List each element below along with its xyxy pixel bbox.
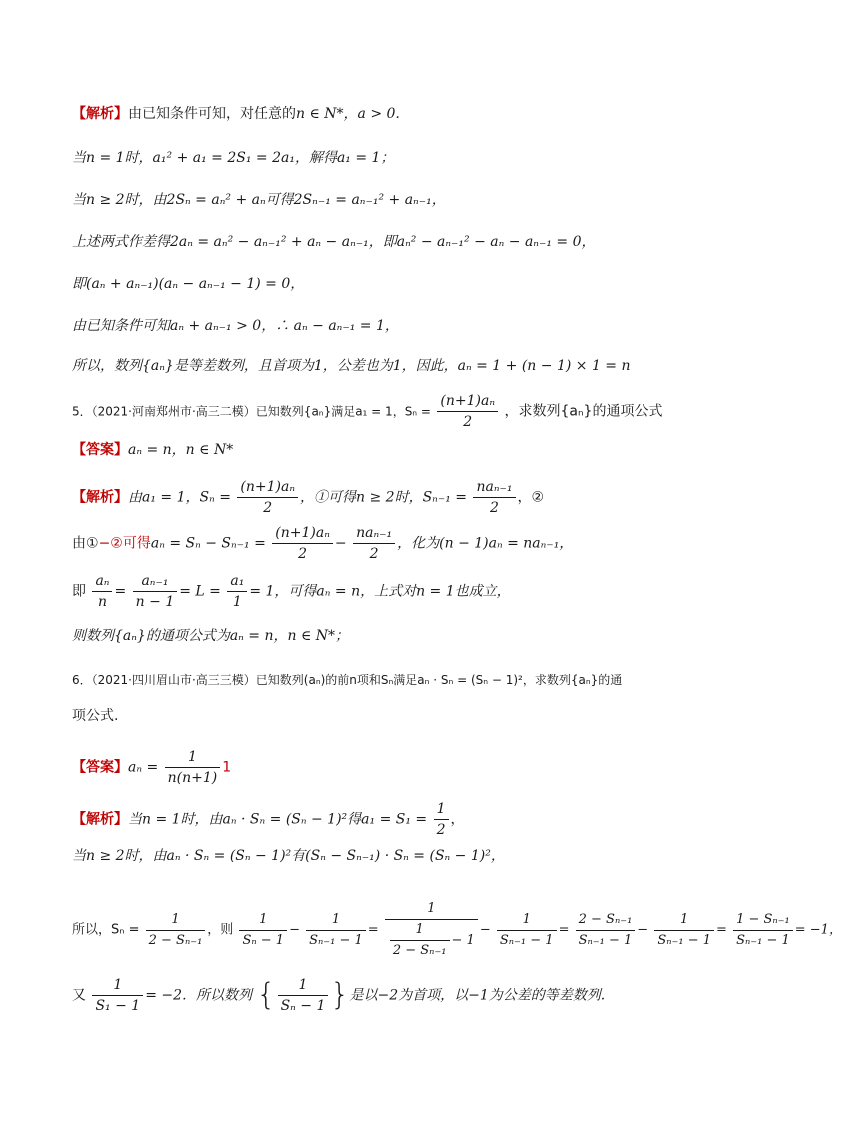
nested-fraction: 1 $\frac{1}{\text{2 − Sₙ₋₁}}$ − 1	[385, 900, 478, 960]
question-5-answer: 【答案】aₙ = n，n ∈ N*	[72, 442, 234, 458]
fraction: $\frac{\text{1 − Sₙ₋₁}}{\text{Sₙ₋₁ − 1}}$	[733, 911, 793, 950]
fraction: $\frac{\text{aₙ₋₁}}{n - 1}$	[133, 572, 178, 611]
fraction: $\frac{\text{2 − Sₙ₋₁}}{\text{Sₙ₋₁ − 1}}$	[576, 911, 636, 950]
fraction: $\frac{1}{\text{Sₙ₋₁ − 1}}$	[306, 911, 366, 950]
fraction: $\frac{1}{\text{Sₙ − 1}}$	[278, 976, 329, 1015]
analysis-line-5: 即(aₙ + aₙ₋₁)(aₙ − aₙ₋₁ − 1) = 0，	[72, 276, 305, 292]
left-brace: {	[256, 977, 276, 1013]
analysis-line-7: 所以，数列{aₙ}是等差数列，且首项为1，公差也为1，因此，aₙ = 1 + (n − 1) × 1 = n	[72, 358, 631, 374]
question-5-statement: 5．（2021·河南郑州市·高三二模）已知数列{aₙ}满足a₁ = 1，Sₙ = $\frac{\text{(n+1)aₙ}}{2}$ ，求数列{aₙ}的通项公式	[72, 393, 663, 430]
analysis-label: 【解析】	[72, 106, 128, 122]
analysis-line-4: 上述两式作差得2aₙ = aₙ² − aₙ₋₁² + aₙ − aₙ₋₁，即aₙ² − aₙ₋₁² − aₙ − aₙ₋₁ = 0，	[72, 234, 596, 250]
analysis-line-2: 当n = 1时，a₁² + a₁ = 2S₁ = 2a₁，解得a₁ = 1；	[72, 150, 395, 166]
answer-label: 【答案】	[72, 759, 128, 776]
fraction: $\frac{\text{a₁}}{1}$	[227, 572, 247, 611]
question-5-analysis-3: 即 $\frac{\text{aₙ}}{n}$ = $\frac{\text{aₙ₋₁}}{n - 1}$ = L = $\frac{\text{a₁}}{1}$ = 1，可得aₙ = n，上式对n = 1也成立，	[72, 573, 511, 610]
fraction: $\frac{1}{\text{S₁ − 1}}$	[92, 976, 143, 1015]
fraction: $\frac{\text{naₙ₋₁}}{2}$	[353, 524, 395, 563]
question-5-analysis-1: 【解析】由a₁ = 1，Sₙ = $\frac{\text{(n+1)aₙ}}{2}$ ，①可得n ≥ 2时，Sₙ₋₁ = $\frac{\text{naₙ₋₁}}{2}$ ，②	[72, 479, 545, 516]
question-5-analysis-2: 由①−②可得aₙ = Sₙ − Sₙ₋₁ = $\frac{\text{(n+1)aₙ}}{2}$ − $\frac{\text{naₙ₋₁}}{2}$ ，化为(n − 1)aₙ = naₙ₋₁，	[72, 525, 574, 562]
right-brace: }	[330, 977, 350, 1013]
fraction: $\frac{1}{n(n+1)}$	[165, 748, 221, 787]
fraction: $\frac{\text{(n+1)aₙ}}{2}$	[272, 524, 333, 563]
question-6-analysis-2: 当n ≥ 2时，由aₙ · Sₙ = (Sₙ − 1)²有(Sₙ − Sₙ₋₁) · Sₙ = (Sₙ − 1)²，	[72, 848, 505, 864]
analysis-line-1: 【解析】由已知条件可知，对任意的n ∈ N*，a > 0.	[72, 106, 400, 122]
analysis-label: 【解析】	[72, 811, 128, 828]
fraction: $\frac{1}{\text{2 − Sₙ₋₁}}$	[146, 911, 206, 950]
analysis-line-3: 当n ≥ 2时，由2Sₙ = aₙ² + aₙ可得2Sₙ₋₁ = aₙ₋₁² + aₙ₋₁，	[72, 192, 446, 208]
fraction: $\frac{1}{\text{Sₙ₋₁ − 1}}$	[497, 911, 557, 950]
question-6-analysis-3: 所以，Sₙ = $\frac{1}{\text{2 − Sₙ₋₁}}$ ，则 $\frac{1}{\text{Sₙ − 1}}$ − $\frac{1}{\text{Sₙ₋₁ − 1}}$ = 1 $\frac{1}{\text{2 − Sₙ₋₁}}$ − 1 − $\frac{1}{\text{Sₙ₋₁ − 1}}$ = $\frac{\text{2 − Sₙ₋₁}}{\text{Sₙ₋₁ − 1}}$ − $\frac{1}{\text{Sₙ₋₁ − 1}}$ = $\frac{\text{1 − Sₙ₋₁}}{\text{Sₙ₋₁ − 1}}$ = −1，	[72, 901, 842, 958]
fraction: $\frac{\text{naₙ₋₁}}{2}$	[473, 478, 515, 517]
analysis-label: 【解析】	[72, 489, 128, 506]
fraction: $\frac{1}{\text{2 − Sₙ₋₁}}$	[390, 921, 450, 960]
fraction: $\frac{1}{\text{Sₙ₋₁ − 1}}$	[654, 911, 714, 950]
question-5-analysis-4: 则数列{aₙ}的通项公式为aₙ = n，n ∈ N*；	[72, 628, 350, 644]
fraction: $\frac{\text{aₙ}}{n}$	[92, 572, 112, 611]
fraction: $\frac{\text{(n+1)aₙ}}{2}$	[237, 478, 298, 517]
question-6-analysis-1: 【解析】当n = 1时，由aₙ · Sₙ = (Sₙ − 1)²得a₁ = S₁ = $\frac{1}{2}$ ，	[72, 801, 465, 838]
question-6-analysis-4: 又 $\frac{1}{\text{S₁ − 1}}$ = −2．所以数列 { $\frac{1}{\text{Sₙ − 1}}$ }是以−2为首项，以−1为公差的等差数列.	[72, 977, 606, 1014]
fraction: $\frac{1}{2}$	[434, 800, 449, 839]
fraction: $\frac{\text{(n+1)aₙ}}{2}$	[437, 392, 498, 431]
question-6-answer: 【答案】aₙ = $\frac{1}{n(n+1)}$ 1	[72, 749, 232, 786]
question-6-statement-cont: 项公式.	[72, 708, 119, 724]
analysis-line-6: 由已知条件可知aₙ + aₙ₋₁ > 0，∴ aₙ − aₙ₋₁ = 1，	[72, 318, 399, 334]
fraction: $\frac{1}{\text{Sₙ − 1}}$	[239, 911, 287, 950]
question-6-statement: 6．（2021·四川眉山市·高三三模）已知数列(aₙ)的前n项和Sₙ满足aₙ · Sₙ = (Sₙ − 1)²，求数列{aₙ}的通	[72, 673, 623, 687]
answer-label: 【答案】	[72, 442, 128, 458]
